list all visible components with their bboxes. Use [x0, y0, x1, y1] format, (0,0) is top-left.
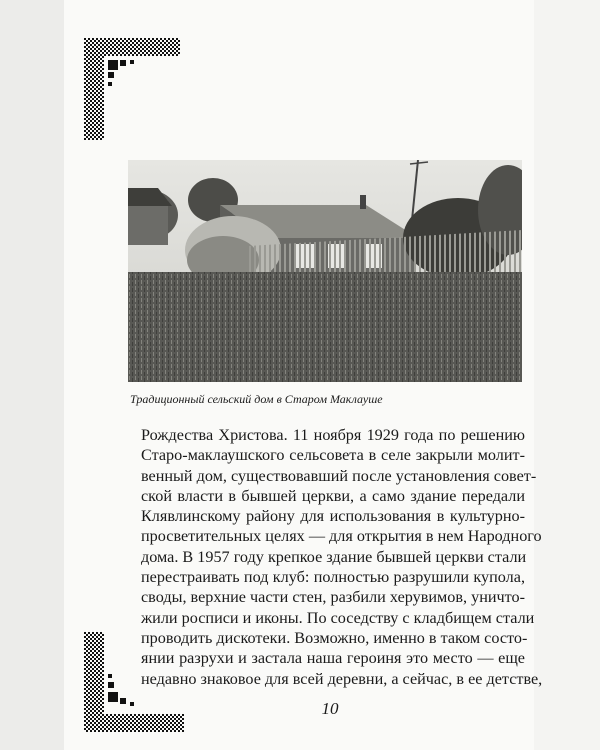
text-line: Рождества Христова. 11 ноября 1929 года по решению — [141, 426, 525, 444]
village-house-photo — [128, 160, 522, 382]
body-text — [141, 425, 543, 689]
book-spine-shadow — [0, 0, 64, 750]
text-line: дома. В 1957 году крепкое здание бывшей церкви стали — [141, 547, 527, 566]
text-line: жили росписи и иконы. По соседству с кладбищем стали — [141, 608, 535, 627]
embroidery-ornament-top — [84, 38, 184, 142]
text-line: Клявлинскому району для использования в культурно- — [141, 507, 525, 526]
text-line: Старо-маклаушского сельсовета в селе закрыли молит- — [141, 446, 525, 465]
text-line: ской власти в бывшей церкви, а само здание передали — [141, 486, 525, 505]
text-line: своды, верхние части стен, разбили херувимов, уничто- — [141, 588, 526, 607]
text-line: проводить дискотеки. Возможно, именно в таком состо- — [141, 628, 528, 647]
photo-caption: Традиционный сельский дом в Старом Маклауше — [130, 392, 383, 406]
page-number: 10 — [321, 699, 339, 718]
village-house-picture — [128, 160, 522, 382]
text-line: недавно знаковое для всей деревни, а сейчас, в ее детстве, — [141, 669, 543, 688]
text-line: венный дом, существовавший после установления совет- — [141, 466, 537, 485]
text-line: янии разрухи и застала наша героиня это место — еще — [141, 649, 525, 668]
text-line: перестраивать под клуб: полностью разрушили купола, — [141, 568, 525, 587]
text-line: просветительных целях — для открытия в нем Народного — [141, 527, 542, 546]
